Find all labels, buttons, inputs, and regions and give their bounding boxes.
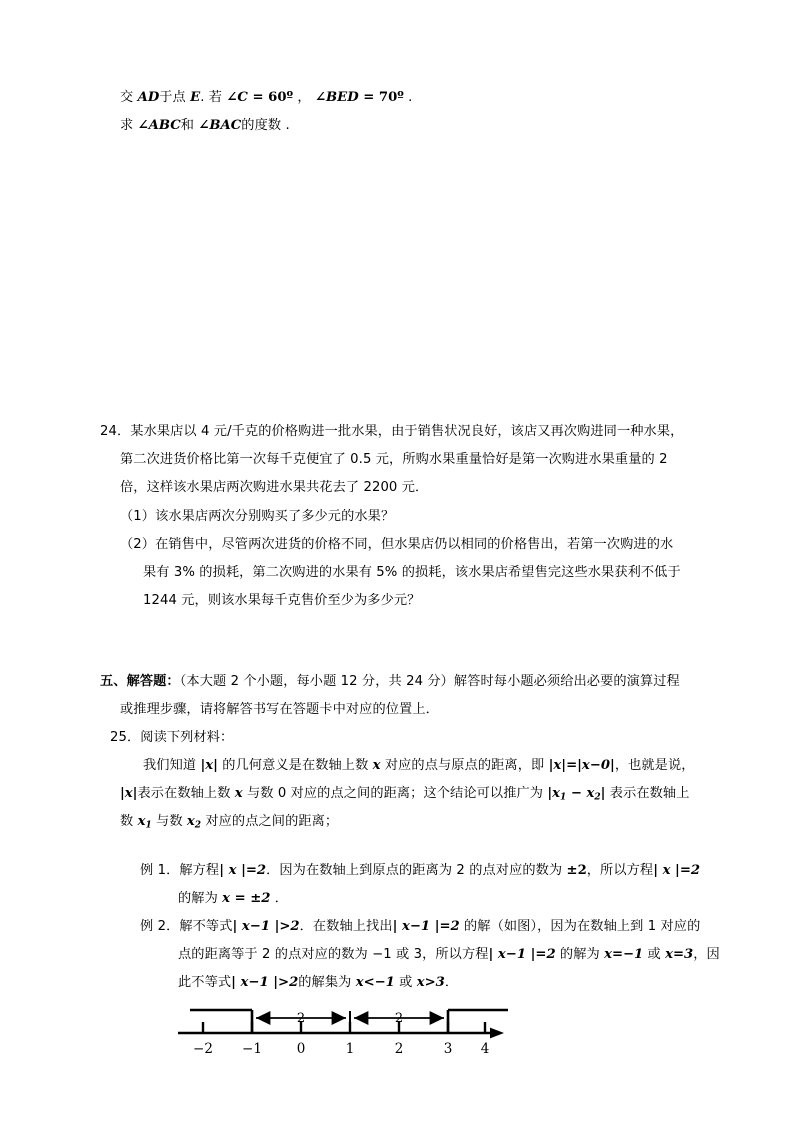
number-line-diagram (160, 1000, 520, 1092)
problem-25-example-2-line-1: 例 2．解不等式| x−1 |>2．在数轴上找出| x−1 |=2 的解（如图），因为在数轴上到 1 对应的 (140, 919, 701, 934)
section-5-heading: 五、解答题：（本大题 2 个小题，每小题 12 分，共 24 分）解答时每小题必须给出必要的演算过程 (100, 674, 680, 689)
intro-line-2: 求 ∠ABC和 ∠BAC的度数 . (120, 118, 290, 133)
tick-label-neg2: −2 (193, 1041, 213, 1057)
problem-25-example-2-line-2: 点的距离等于 2 的点对应的数为 −1 或 3，所以方程| x−1 |=2 的解为 x=−1 或 x=3，因 (178, 947, 720, 962)
tick-label-1: 1 (345, 1041, 355, 1057)
problem-25-title: 25．阅读下列材料： (110, 730, 234, 745)
tick-label-4: 4 (480, 1041, 490, 1057)
tick-label-0: 0 (296, 1041, 306, 1057)
problem-24-question-1: （1）该水果店两次分别购买了多少元的水果？ (120, 509, 395, 524)
problem-25-material-line-1: 我们知道 |x| 的几何意义是在数轴上数 x 对应的点与原点的距离，即 |x|=|x−0|，也就是说， (143, 758, 695, 773)
section-5-heading-line-2: 或推理步骤，请将解答书写在答题卡中对应的位置上． (120, 702, 439, 717)
problem-24-question-2-line-3: 1244 元，则该水果每千克售价至少为多少元？ (143, 593, 421, 608)
problem-24-question-2-line-2: 果有 3% 的损耗，第二次购进的水果有 5% 的损耗，该水果店希望售完这些水果获利不低于 (143, 565, 681, 580)
problem-24-question-2-line-1: （2）在销售中，尽管两次进货的价格不同，但水果店仍以相同的价格售出，若第一次购进的水 (120, 537, 674, 552)
problem-25-material-line-3: 数 $x_1$ 与数 $x_2$ 对应的点之间的距离； (120, 814, 339, 831)
problem-25-example-2-line-3: 此不等式| x−1 |>2的解集为 x<−1 或 x>3． (178, 975, 459, 990)
problem-24-line-2: 第二次进货价格比第一次每千克便宜了 0.5 元，所购水果重量恰好是第一次购进水果重量的 2 (120, 452, 668, 467)
distance-label-left: 2 (296, 1011, 306, 1026)
intro-line-1: 交 AD于点 E. 若 ∠C = 60º ， ∠BED = 70º . (120, 90, 413, 105)
problem-25-example-1-line-2: 的解为 x = ±2 ． (178, 891, 289, 906)
tick-label-2: 2 (394, 1041, 404, 1057)
problem-25-material-line-2: |x|表示在数轴上数 x 与数 0 对应的点之间的距离；这个结论可以推广为 $|x_1 - x_2|$ 表示在数轴上 (120, 786, 690, 803)
tick-label-3: 3 (443, 1041, 453, 1057)
tick-label-neg1: −1 (242, 1041, 262, 1057)
problem-24-line-3: 倍，这样该水果店两次购进水果共花去了 2200 元． (120, 480, 429, 495)
distance-label-right: 2 (394, 1011, 404, 1026)
problem-25-example-1-line-1: 例 1．解方程| x |=2．因为在数轴上到原点的距离为 2 的点对应的数为 ±2，所以方程| x |=2 (140, 863, 701, 878)
problem-24-line-1: 24．某水果店以 4 元/千克的价格购进一批水果，由于销售状况良好，该店又再次购进同一种水果， (100, 424, 684, 439)
